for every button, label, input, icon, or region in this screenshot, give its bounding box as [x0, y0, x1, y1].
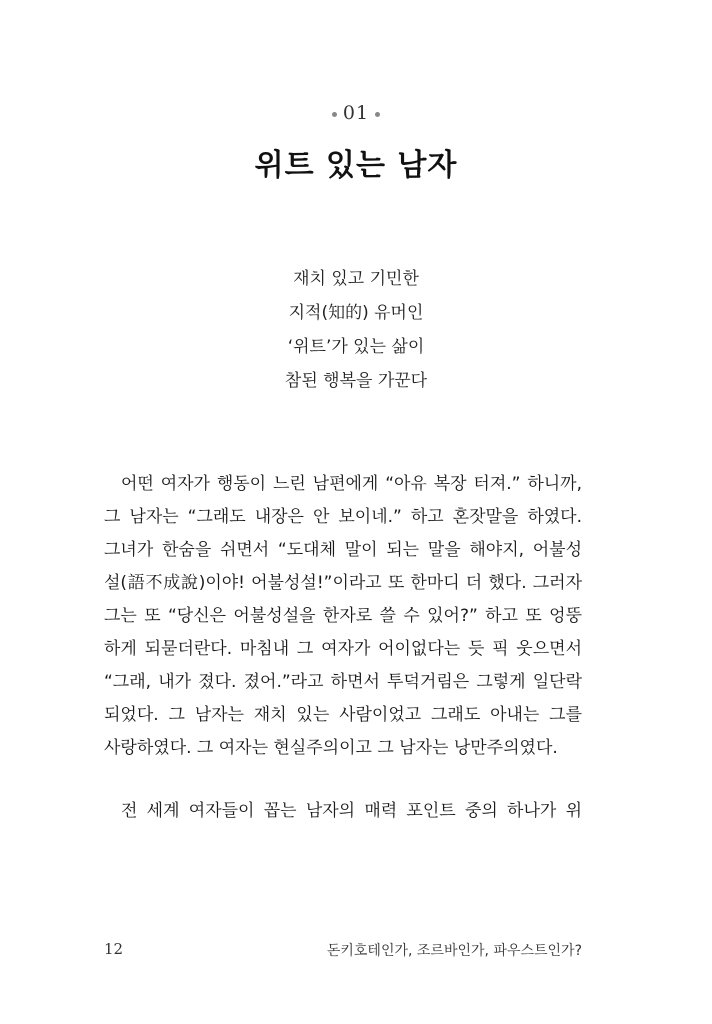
- chapter-title: 위트 있는 남자: [254, 148, 458, 183]
- paragraph-gap: [104, 765, 582, 795]
- body-line: 그는 또 “당신은 어불성설을 한자로 쓸 수 있어?” 하고 또 엉뚱: [104, 606, 582, 626]
- body-line: 그 남자는 “그래도 내장은 안 보이네.” 하고 혼잣말을 하였다.: [104, 507, 582, 527]
- body-line: 설(語不成說)이야! 어불성설!”이라고 또 한마디 더 했다. 그러자: [104, 573, 582, 593]
- body-line: 사랑하였다. 그 여자는 현실주의이고 그 남자는 낭만주의였다.: [104, 738, 558, 758]
- body-text: [104, 468, 582, 828]
- bullet-dot-icon: [375, 112, 380, 117]
- epigraph-line: ‘위트’가 있는 삶이: [287, 337, 425, 357]
- body-line: 그녀가 한숨을 쉬면서 “도대체 말이 되는 말을 해야지, 어불성: [104, 540, 582, 560]
- bullet-dot-icon: [332, 112, 337, 117]
- epigraph-line: 참된 행복을 가꾼다: [284, 371, 428, 391]
- page-number: 12: [104, 940, 124, 958]
- epigraph-line: 지적(知的) 유머인: [288, 303, 424, 323]
- body-line: 어떤 여자가 행동이 느린 남편에게 “아유 복장 터져.” 하니까,: [121, 474, 582, 494]
- chapter-number: [0, 102, 712, 124]
- epigraph-line: 재치 있고 기민한: [293, 269, 419, 289]
- epigraph: [0, 262, 712, 398]
- running-title: 돈키호테인가, 조르바인가, 파우스트인가?: [326, 943, 582, 959]
- body-line: “그래, 내가 졌다. 졌어.”라고 하면서 투덕거림은 그렇게 일단락: [104, 672, 582, 692]
- body-line: 전 세계 여자들이 꼽는 남자의 매력 포인트 중의 하나가 위: [121, 801, 582, 821]
- body-line: 되었다. 그 남자는 재치 있는 사람이었고 그래도 아내는 그를: [104, 705, 582, 725]
- chapter-number-text: 01: [342, 102, 370, 124]
- body-line: 하게 되묻더란다. 마침내 그 여자가 어이없다는 듯 픽 웃으면서: [104, 639, 582, 659]
